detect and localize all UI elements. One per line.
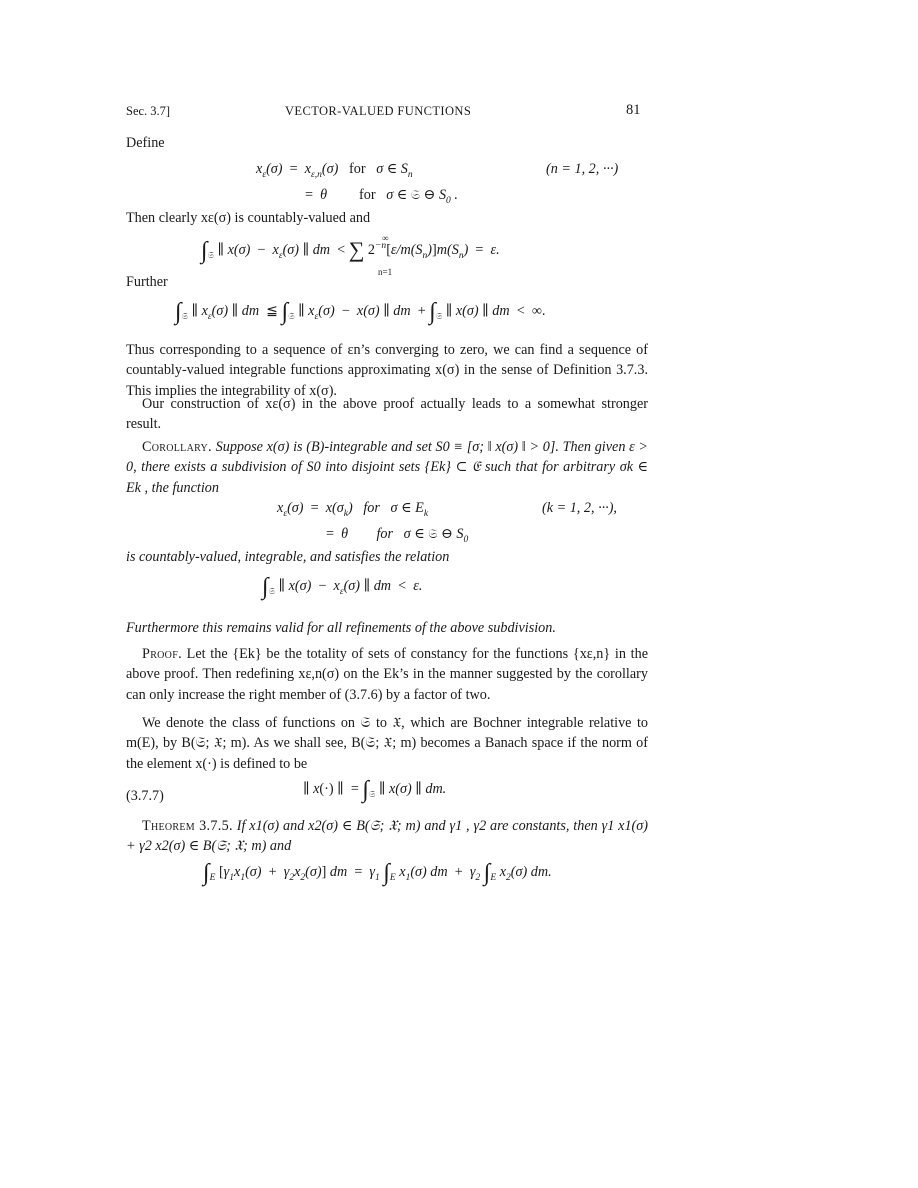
approximation-inequality: $\int_𝔖$ ∥ $x(\sigma) - x_\varepsilon(\sigma)$ ∥ dm < ∑ $2^{-n}[\varepsilon/m(S_n)]m(S_n) = \varepsilon$. [201,237,500,264]
definition-equation-line-1: $x_\varepsilon(\sigma) = x_{\varepsilon,n}(\sigma)$ for σ ∈ $S_n$ [256,161,413,180]
furthermore-text: Furthermore this remains valid for all refinements of the above subdivision. [126,620,556,636]
theorem-statement [126,816,648,857]
corollary-relation: $\int_𝔖$ ∥ $x(\sigma) - x_\varepsilon(\sigma)$ ∥ dm < ε. [262,574,423,600]
sum-upper-limit: ∞ [382,233,389,243]
norm-definition: ∥ x(·) ∥ = $\int_𝔖$ ∥ x(σ) ∥ dm. [303,777,447,803]
paragraph-denote: We denote the class of functions on 𝔖 to 𝔛, which are Bochner integrable relative to m(E), by B(𝔖; 𝔛; m). As we shall see, B(𝔖; 𝔛; m) becomes a Banach space if the norm of the element x(·) is defined to be [126,715,648,772]
definition-range: (n = 1, 2, ···) [546,161,619,177]
linearity-equation: $\int_E$ $[\gamma_1x_1(\sigma) + \gamma_2x_2(\sigma)]$ dm = $\gamma_1$ $\int_E$ $x_1(\sigma)$ dm + $\gamma_2$ $\int_E$ $x_2(\sigma)$ dm. [203,860,552,886]
corollary-text: Suppose x(σ) is (B)-integrable and set S0 ≡ [σ; ‖ x(σ) ‖ > 0]. Then given ε > 0, there exists a subdivision of S0 into disjoint sets {Ek} ⊂ 𝔈 such that for arbitrary σk ∈ Ek , the function [126,439,649,496]
corollary-equation-line-2: = θ for σ ∈ 𝔖 ⊖ $S_0$ [326,526,469,545]
paragraph-thus: Thus corresponding to a sequence of εn’s converging to zero, we can find a sequence of countably-valued integrable functions approximating x(σ) in the sense of Definition 3.7.3. This implies the integrability of x(σ). [126,342,648,399]
corollary-label: Corollary. [142,439,212,455]
corollary-range: (k = 1, 2, ···), [542,500,617,516]
further-inequality: $\int_𝔖$ ∥ $x_\varepsilon(\sigma)$ ∥ dm ≦ $\int_𝔖$ ∥ $x_\varepsilon(\sigma) - x(\sigma)$ ∥ dm + $\int_𝔖$ ∥ x(σ) ∥ dm < ∞. [175,299,546,325]
then-clearly-text: Then clearly xε(σ) is countably-valued and [126,210,371,226]
definition-equation-line-2: = θ for σ ∈ 𝔖 ⊖ $S_0$ . [305,187,458,206]
sum-lower-limit: n=1 [378,267,393,277]
define-label: Define [126,135,165,151]
section-header: Sec. 3.7] [126,104,171,118]
theorem-label: Theorem 3.7.5. [142,818,233,834]
further-label: Further [126,274,168,290]
proof-text: Let the {Ek} be the totality of sets of constancy for the functions {xε,n} in the above proof. Then redefining xε,n(σ) on the Ek’s in the manner suggested by the corollary can only increase the right member of (3.7.6) by a factor of two. [126,646,649,703]
equation-number-3-7-7: (3.7.7) [126,788,164,804]
proof-label: Proof. [142,646,182,662]
page-number: 81 [626,102,641,118]
chapter-title: VECTOR-VALUED FUNCTIONS [285,104,472,118]
proof-paragraph [126,644,648,705]
theorem-text: If x1(σ) and x2(σ) ∈ B(𝔖; 𝔛; m) and γ1 , γ2 are constants, then γ1 x1(σ) + γ2 x2(σ) ∈ B(𝔖; 𝔛; m) and [126,818,649,855]
corollary-statement [126,437,648,498]
corollary-equation-line-1: $x_\varepsilon(\sigma) = x(\sigma_k)$ for σ ∈ $E_k$ [277,500,429,519]
countably-valued-text: is countably-valued, integrable, and satisfies the relation [126,549,450,565]
paragraph-our-construction: Our construction of xε(σ) in the above proof actually leads to a somewhat stronger result. [126,396,648,433]
